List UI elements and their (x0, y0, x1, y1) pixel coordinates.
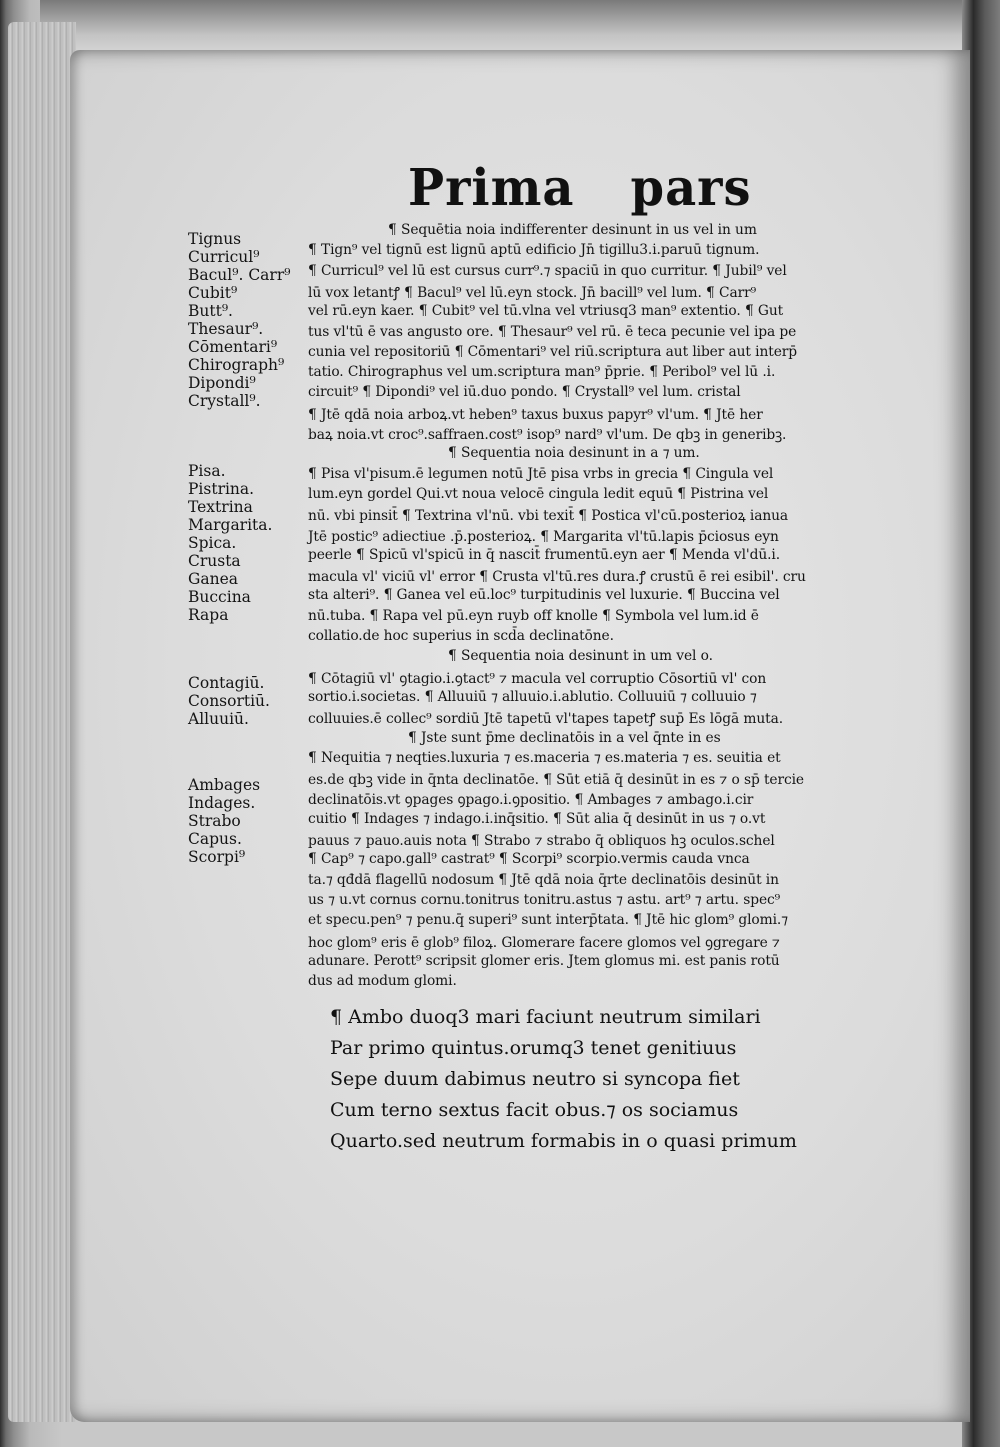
margin-term: Bacul⁹. Carr⁹ (188, 266, 291, 284)
text-line: ¶ Sequentia noia desinunt in a ⁊ um. (448, 445, 700, 462)
text-line: colluuies.ē collec⁹ sordiū Jtē tapetū vl'tapes tapetꝭ sup̄ Es lōgā muta. (308, 711, 783, 728)
text-line: ¶ Sequentia noia desinunt in um vel o. (448, 648, 713, 665)
margin-term: Dipondi⁹ (188, 374, 256, 392)
text-line: cunia vel repositoriū ¶ Cōmentari⁹ vel riū.scriptura aut liber aut interp̄ (308, 343, 797, 360)
margin-term: Cubit⁹ (188, 284, 238, 302)
text-line: nū. vbi pinsit̄ ¶ Textrina vl'nū. vbi texit̄ ¶ Postica vl'cū.posterioꝝ ianua (308, 508, 789, 525)
text-line: ¶ Cōtagiū vl' ꝯtagio.i.ꝯtact⁹ ⁊ macula vel corruptio Cōsortiū vl' con (308, 670, 767, 687)
text-line: pauus ⁊ pauo.auis nota ¶ Strabo ⁊ strabo q̄ obliquos hꝫ oculos.schel (308, 833, 775, 849)
text-line: ¶ Pisa vl'pisum.ē legumen notū Jtē pisa vrbs in grecia ¶ Cingula vel (308, 465, 774, 482)
margin-term: Ambages (188, 776, 261, 794)
text-line: declinatōis.vt ꝯpages ꝯpago.i.ꝯpositio. ¶ Ambages ⁊ ambago.i.cir (308, 792, 754, 809)
margin-term: Textrina (188, 498, 253, 516)
text-line: ¶ Sequētia noia indifferenter desinunt in us vel in um (388, 222, 757, 238)
text-line: macula vl' viciū vl' error ¶ Crusta vl'tū.res dura.ꝭ crustū ē rei esibil'. cru (308, 569, 806, 586)
text-line: ¶ Cap⁹ ⁊ capo.gall⁹ castrat⁹ ¶ Scorpi⁹ scorpio.vermis cauda vnca (308, 851, 750, 868)
margin-term: Butt⁹. (188, 302, 233, 320)
page-top-edge (40, 0, 970, 50)
text-line: sortio.i.societas. ¶ Alluuiū ⁊ alluuio.i.ablutio. Colluuiū ⁊ colluuio ⁊ (308, 688, 757, 705)
text-line: nū.tuba. ¶ Rapa vel pū.eyn ruyb off knolle ¶ Symbola vel lum.id ē (308, 607, 759, 624)
text-line: vel rū.eyn kaer. ¶ Cubit⁹ vel tū.vlna vel vtriusq3 man⁹ extentio. ¶ Gut (308, 303, 784, 320)
text-line: Jtē postic⁹ adiectiue .p̄.posterioꝝ. ¶ Margarita vl'tū.lapis p̄ciosus eyn (308, 528, 779, 545)
margin-term: Strabo (188, 812, 241, 830)
margin-term: Capus. (188, 830, 242, 848)
margin-term: Spica. (188, 534, 237, 552)
margin-term: Crusta (188, 552, 241, 570)
text-line: ¶ Jtē qdā noia arboꝝ.vt heben⁹ taxus buxus papyr⁹ vl'um. ¶ Jtē her (308, 406, 763, 423)
text-line: ¶ Jste sunt p̄me declinatōis in a vel q̄nte in es (408, 729, 721, 746)
text-line: tatio. Chirographus vel um.scriptura man⁹ p̄prie. ¶ Peribol⁹ vel lū .i. (308, 364, 776, 381)
text-line: peerle ¶ Spicū vl'spicū in q̄ nascit̄ frumentū.eyn aer ¶ Menda vl'dū.i. (308, 546, 780, 563)
text-line: adunare. Perott⁹ scripsit glomer eris. Jtem glomus mi. est panis rotū (308, 952, 780, 969)
text-line: et specu.pen⁹ ⁊ penu.q̄ superi⁹ sunt interp̄tata. ¶ Jtē hic glom⁹ glomi.⁊ (308, 912, 788, 929)
text-line: collatio.de hoc superius in scd̄a declinatōne. (308, 628, 614, 644)
verse-line: Sepe duum dabimus neutro si syncopa fiet (330, 1068, 740, 1090)
verse-line: ¶ Ambo duoq3 mari faciunt neutrum similari (330, 1006, 761, 1028)
heading-word-1: Prima (408, 158, 575, 218)
text-line: lū vox letantꝭ ¶ Bacul⁹ vel lū.eyn stock. Jn̄ bacill⁹ vel lum. ¶ Carr⁹ (308, 284, 757, 301)
margin-term: Scorpi⁹ (188, 848, 246, 866)
text-line: es.de qbꝫ vide in q̄nta declinatōe. ¶ Sūt etiā q̄ desinūt in es ⁊ o sp̄ tercie (308, 772, 804, 789)
page-heading (408, 158, 752, 218)
text-line: ¶ Tign⁹ vel tignū est lignū aptū edificio Jn̄ tigillu3.i.paruū tignum. (308, 242, 760, 259)
margin-term: Curricul⁹ (188, 248, 260, 266)
margin-term: Alluuiū. (188, 710, 249, 728)
margin-term: Cōmentari⁹ (188, 338, 278, 356)
margin-term: Chirograph⁹ (188, 356, 285, 374)
text-line: ta.⁊ qđdā flagellū nodosum ¶ Jtē qdā noia q̄rte declinatōis desinūt in (308, 871, 779, 888)
margin-term: Rapa (188, 606, 229, 624)
text-line: lum.eyn gordel Qui.vt noua velocē cingula ledit equū ¶ Pistrina vel (308, 485, 769, 502)
text-line: circuit⁹ ¶ Dipondi⁹ vel iū.duo pondo. ¶ Crystall⁹ vel lum. cristal (308, 384, 741, 401)
margin-term: Consortiū. (188, 692, 270, 710)
page-edges (8, 22, 76, 1422)
margin-term: Contagiū. (188, 674, 265, 692)
margin-term: Buccina (188, 588, 251, 606)
margin-term: Tignus (188, 230, 242, 248)
text-line: baꝝ noia.vt croc⁹.saffraen.cost⁹ isop⁹ nard⁹ vl'um. De qbꝫ in generibꝫ. (308, 427, 787, 443)
text-line: dus ad modum glomi. (308, 973, 457, 990)
text-line: ¶ Nequitia ⁊ neqties.luxuria ⁊ es.maceria ⁊ es.materia ⁊ es. seuitia et (308, 749, 781, 766)
verse-line: Quarto.sed neutrum formabis in o quasi primum (330, 1130, 797, 1152)
text-line: sta alteri⁹. ¶ Ganea vel eū.loc⁹ turpitudinis vel luxurie. ¶ Buccina vel (308, 587, 780, 604)
text-line: ¶ Curricul⁹ vel lū est cursus curr⁹.⁊ spaciū in quo curritur. ¶ Jubil⁹ vel (308, 262, 787, 279)
verse-line: Par primo quintus.orumq3 tenet genitiuus (330, 1037, 737, 1059)
margin-term: Margarita. (188, 516, 273, 534)
text-line: hoc glom⁹ eris ē glob⁹ filoꝝ. Glomerare facere glomos vel ꝯgregare ⁊ (308, 934, 780, 951)
margin-term: Thesaur⁹. (188, 320, 264, 338)
margin-term: Pistrina. (188, 480, 255, 498)
margin-term: Crystall⁹. (188, 392, 261, 410)
margin-term: Indages. (188, 794, 256, 812)
text-line: tus vl'tū ē vas angusto ore. ¶ Thesaur⁹ vel rū. ē teca pecunie vel ipa pe (308, 323, 797, 340)
heading-word-2: pars (630, 158, 752, 218)
margin-term: Ganea (188, 570, 239, 588)
text-line: cuitio ¶ Indages ⁊ indago.i.inq̄sitio. ¶ Sūt alia q̄ desinūt in us ⁊ o.vt (308, 810, 766, 827)
verse-line: Cum terno sextus facit obus.⁊ os sociamus (330, 1099, 739, 1121)
margin-term: Pisa. (188, 462, 226, 480)
text-line: us ⁊ u.vt cornus cornu.tonitrus tonitru.astus ⁊ astu. art⁹ ⁊ artu. spec⁹ (308, 891, 781, 908)
